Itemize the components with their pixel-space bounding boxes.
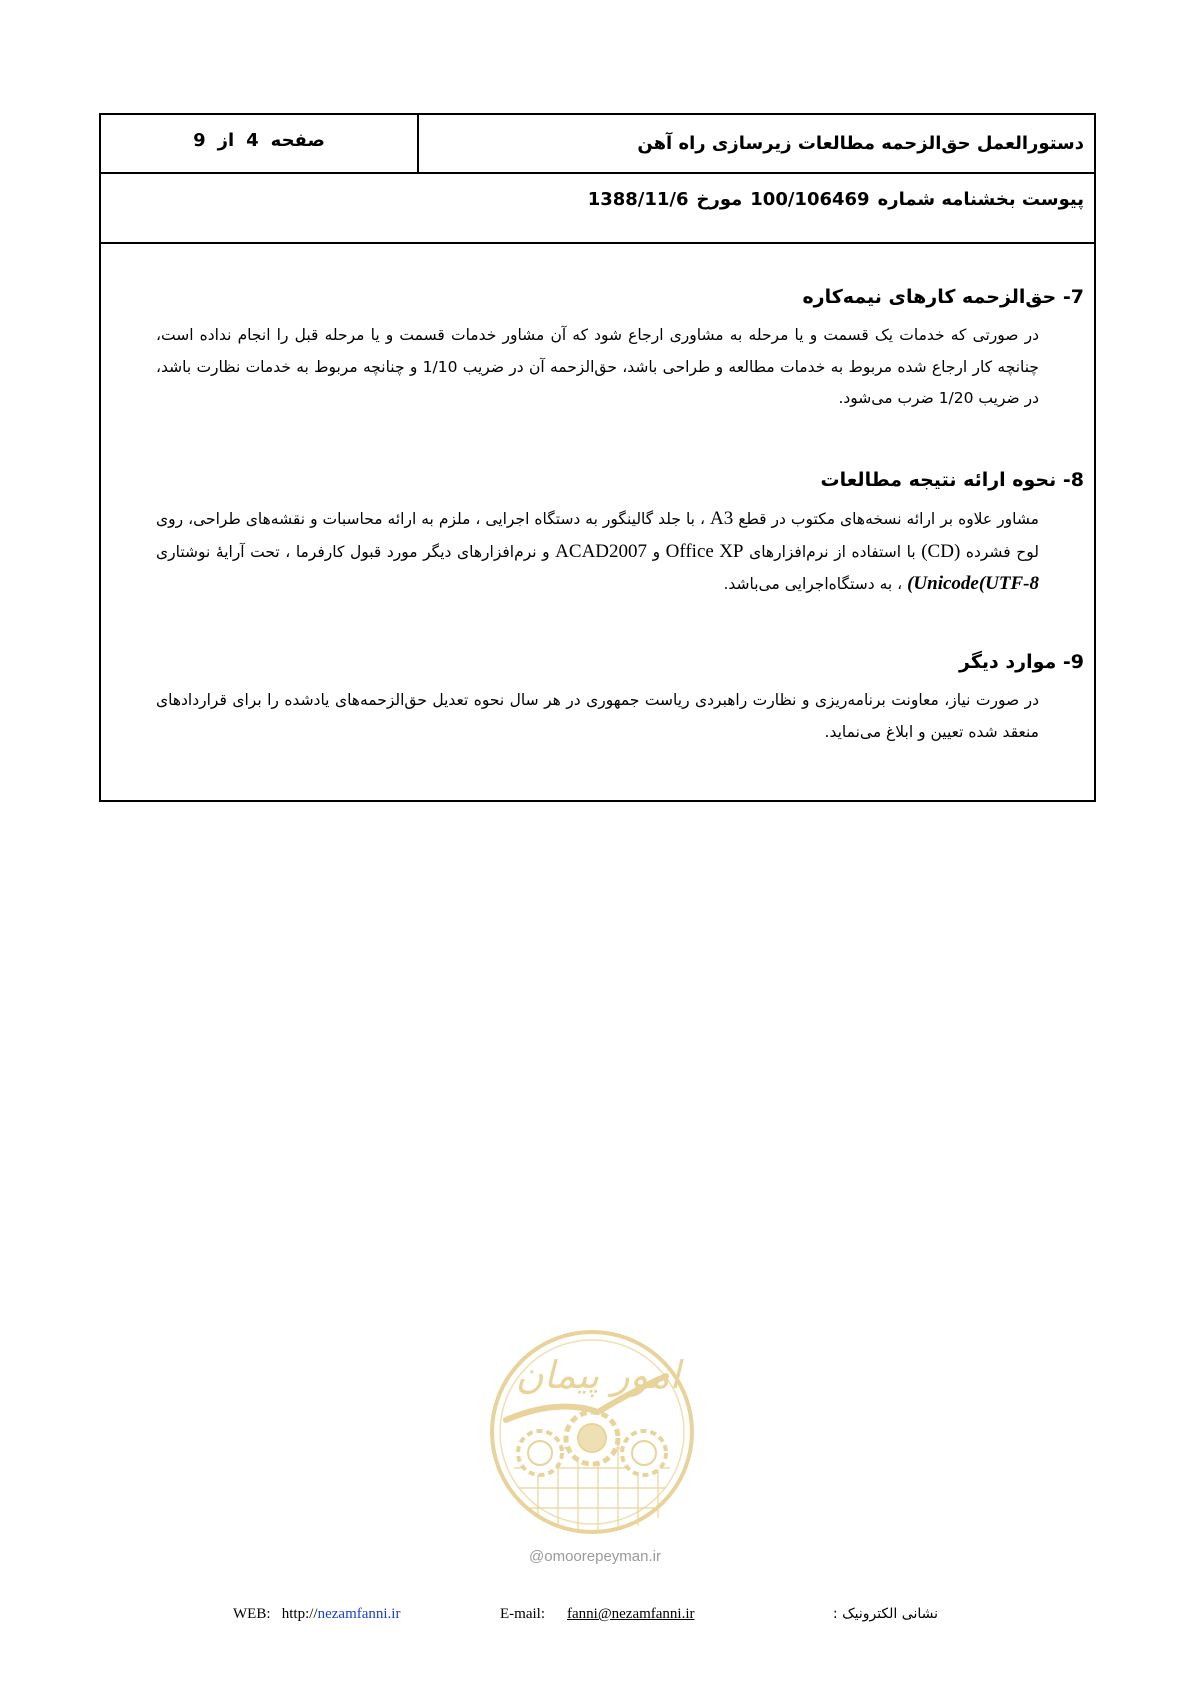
circular-number: 100/106469 (750, 189, 870, 210)
section-7 (156, 282, 1084, 415)
section-8-text-2: ، با جلد گالینگور به دستگاه اجرایی ، ملزم به ارائه محاسبات و نقشه‌های طراحی، روی لوح فشرده (156, 510, 1039, 561)
section-8-text-5: ، به دستگاه‌اجرایی می‌باشد. (723, 575, 903, 593)
section-8-text-4: و نرم‌افزارهای دیگر مورد قبول کارفرما ، تحت آرایهٔ نوشتاری (156, 542, 550, 561)
and-connector: و (652, 542, 661, 561)
document-frame (99, 113, 1096, 802)
circular-date: 1388/11/6 (587, 189, 689, 210)
omoor-peyman-logo (488, 1328, 696, 1536)
logo-caption: @omoorepeyman.ir (529, 1548, 661, 1565)
email-label: E-mail: (500, 1606, 545, 1622)
cd-label: (CD) (921, 540, 961, 562)
footer-email (500, 1606, 695, 1623)
section-7-heading: 7- حق‌الزحمه کارهای نیمه‌کاره (802, 286, 1084, 308)
email-link[interactable]: fanni@nezamfanni.ir (567, 1606, 695, 1622)
section-8-body (156, 503, 1039, 601)
logo-text: امور پیمان (515, 1353, 681, 1397)
footer (0, 1606, 1190, 1630)
unicode-label: (Unicode(UTF-8 (907, 573, 1039, 594)
web-link[interactable]: nezamfanni.ir (317, 1606, 401, 1622)
section-8 (156, 465, 1084, 601)
office-xp: Office XP (665, 540, 744, 562)
document-title: دستورالعمل حق‌الزحمه مطالعات زیرسازی راه آهن (637, 133, 1084, 154)
page-number: 4 (246, 130, 259, 151)
section-9-body: در صورت نیاز، معاونت برنامه‌ریزی و نظارت راهبردی ریاست جمهوری در هر سال نحوه تعدیل حق‌الزحمه‌های یادشده را برای قراردادهای منعقد شده تعیین و ابلاغ می‌نماید. (156, 691, 1039, 741)
web-label: WEB: (233, 1606, 271, 1622)
acad2007: ACAD2007 (555, 540, 648, 562)
footer-fa-label: نشانی الکترونیک : (832, 1606, 938, 1622)
date-label: مورخ (696, 189, 743, 210)
circular-reference (101, 174, 1094, 244)
section-8-heading: 8- نحوه ارائه نتیجه مطالعات (820, 469, 1084, 491)
web-prefix: http:// (281, 1606, 318, 1622)
page-indicator (101, 115, 417, 172)
footer-web (233, 1606, 400, 1623)
header-divider (417, 115, 419, 172)
section-8-text-1: مشاور علاوه بر ارائه نسخه‌های مکتوب در قطع (738, 510, 1039, 528)
section-8-text-3: با استفاده از نرم‌افزارهای (749, 542, 916, 561)
total-pages: 9 (193, 130, 206, 151)
section-7-body: در صورتی که خدمات یک قسمت و یا مرحله به مشاوری ارجاع شود که آن مشاور خدمات قسمت و یا مرحله قبل را انجام نداده است، چنانچه کار ارجاع شده مربوط به خدمات مطالعه و طراحی باشد، حق‌الزحمه آن در ضریب 1/10 و چنانچه مربوط به خدمات نظارت باشد، در ضریب 1/20 ضرب می‌شود. (156, 326, 1040, 407)
of-label: از (217, 130, 235, 151)
paper-size: A3 (709, 508, 734, 529)
header-row (101, 115, 1094, 174)
circular-text: پیوست بخشنامه شماره (877, 189, 1084, 210)
section-9 (156, 647, 1084, 748)
section-9-heading: 9- موارد دیگر (959, 651, 1084, 673)
page-label: صفحه (270, 130, 325, 151)
